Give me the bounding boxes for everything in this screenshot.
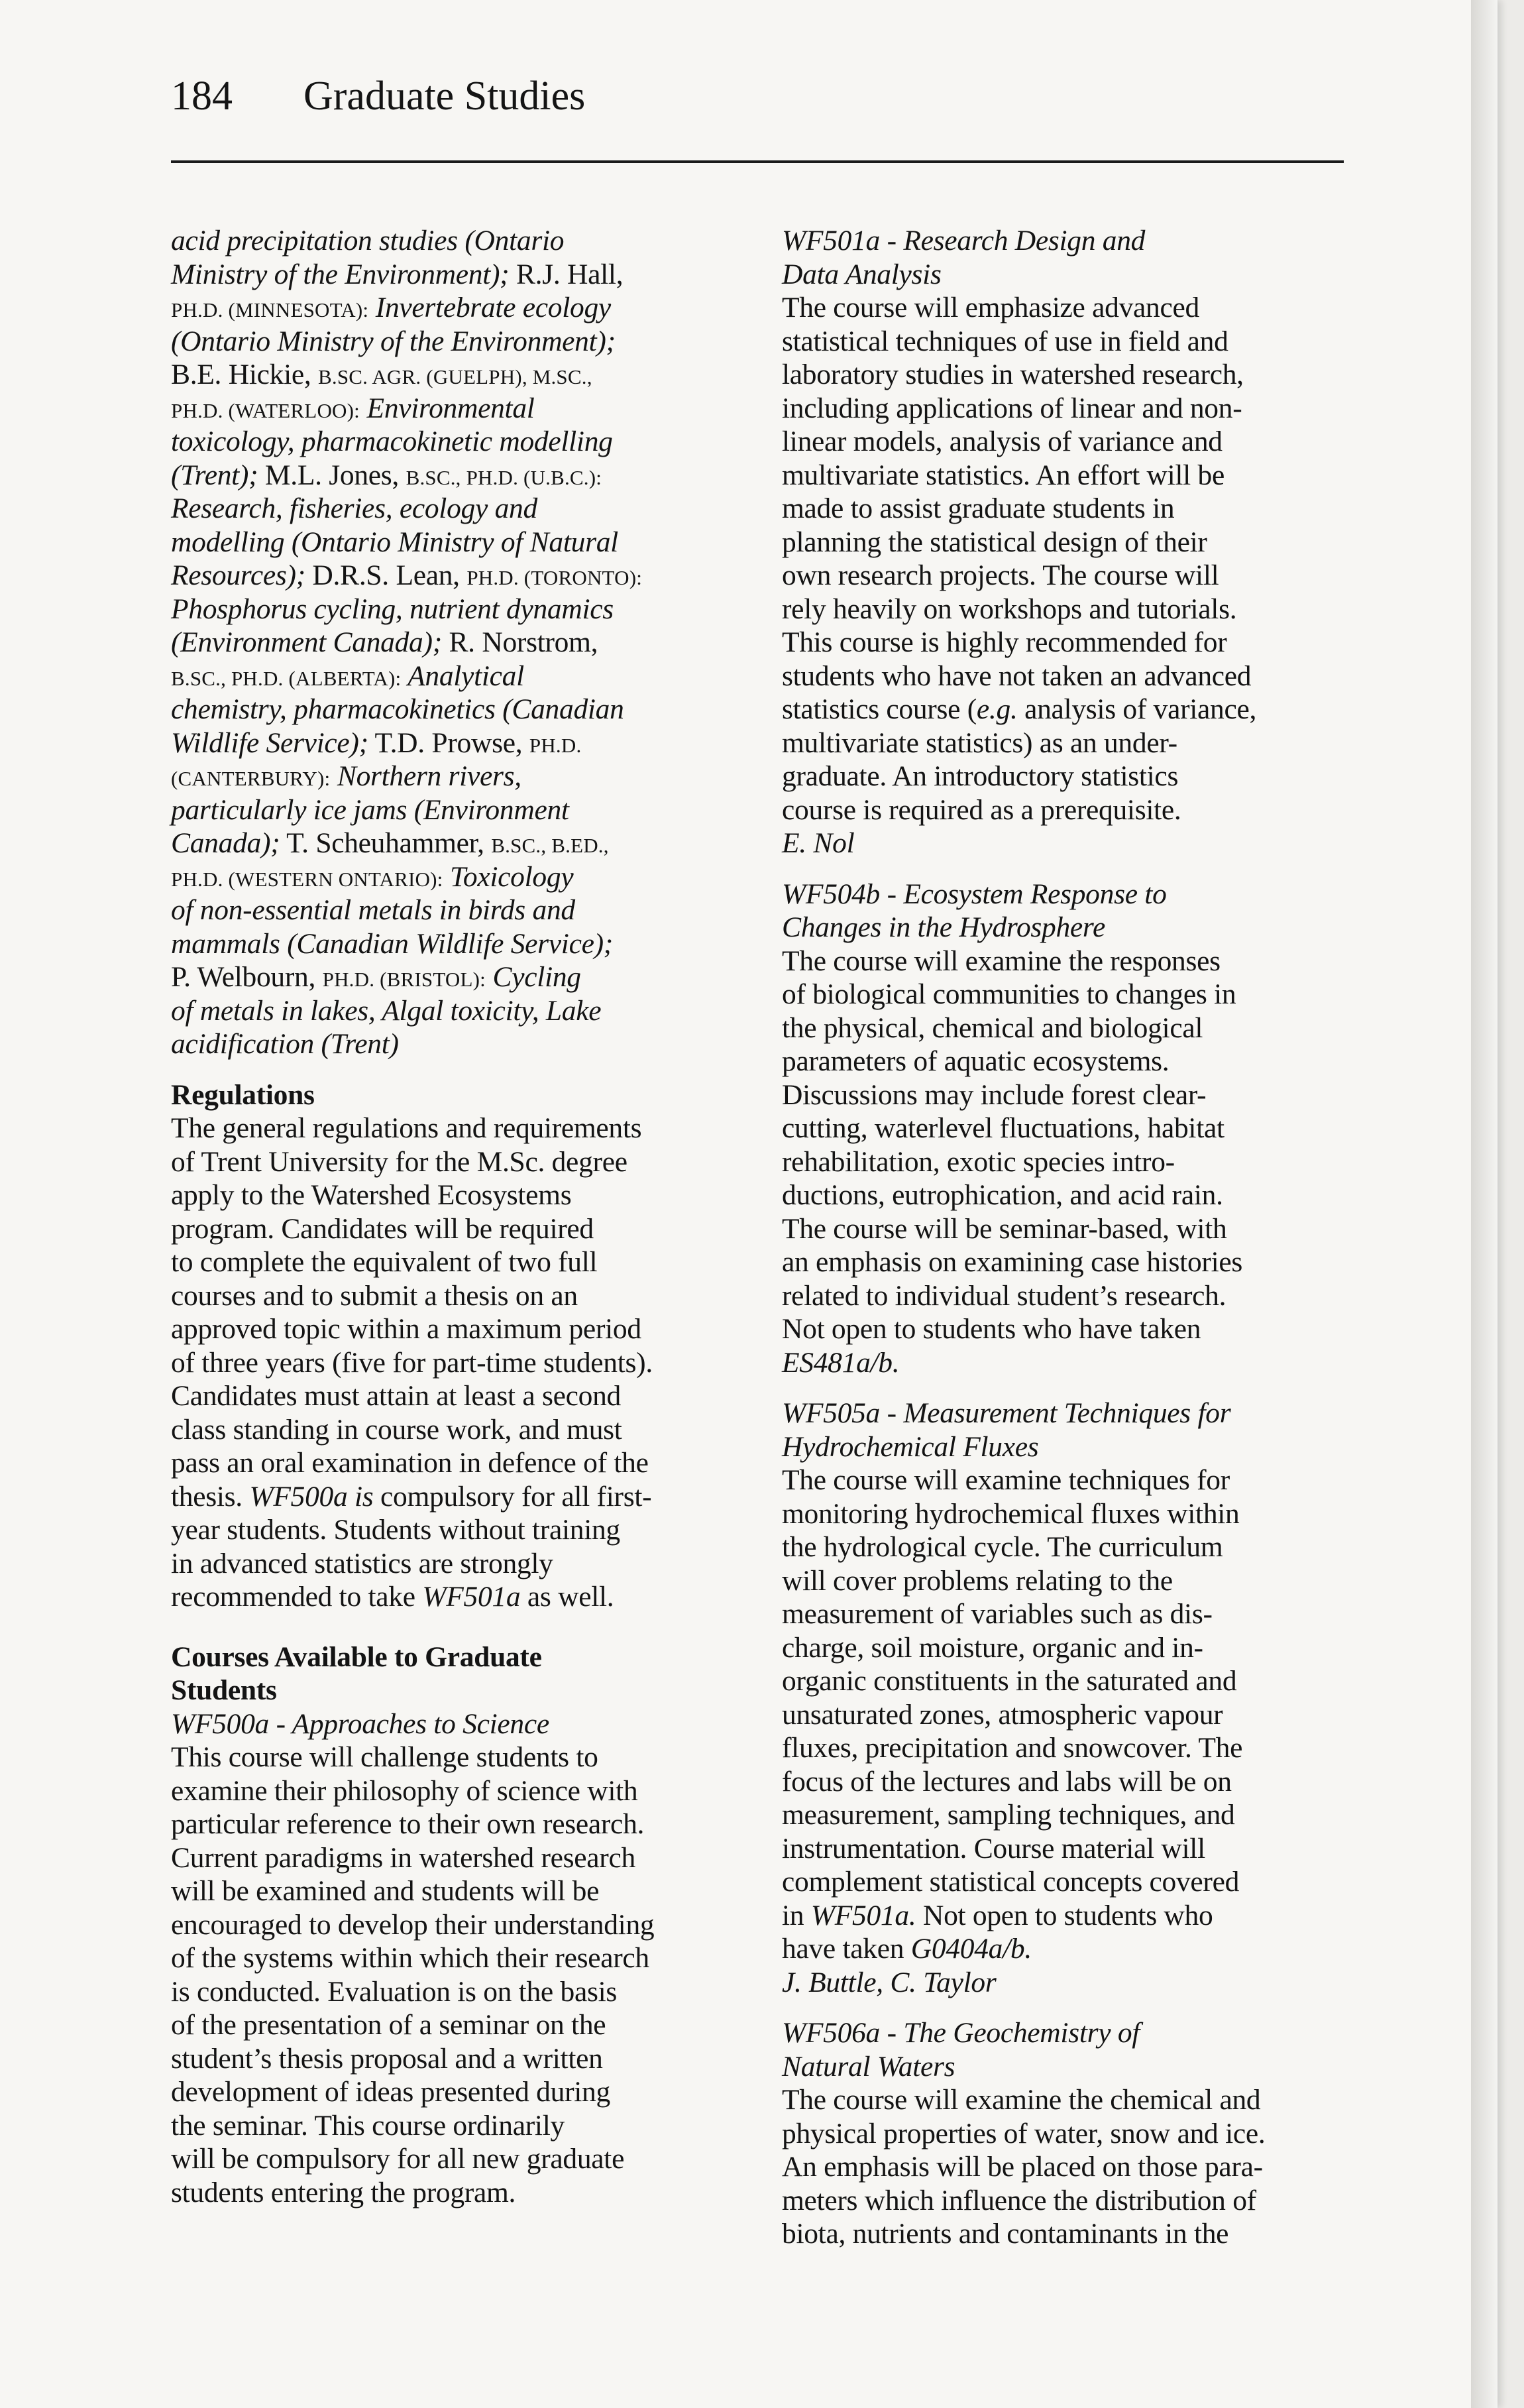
- text-line: [782, 1463, 1352, 1497]
- text-line: [171, 760, 741, 793]
- course-description: [782, 945, 1352, 1380]
- text-run: Invertebrate ecology: [368, 292, 611, 323]
- text-run: PH.D. (MINNESOTA):: [171, 298, 369, 321]
- text-line: [171, 1145, 741, 1179]
- text-run: approved topic within a maximum period: [171, 1313, 641, 1345]
- text-run: to complete the equivalent of two full: [171, 1246, 598, 1278]
- text-run: B.E. Hickie,: [171, 359, 319, 390]
- text-run: fluxes, precipitation and snowcover. The: [782, 1732, 1243, 1764]
- text-run: as well.: [520, 1581, 614, 1613]
- text-line: [782, 1011, 1352, 1045]
- section-heading: Courses Available to Graduate: [171, 1640, 542, 1673]
- text-line: [782, 358, 1352, 392]
- text-run: acid precipitation studies (Ontario: [171, 225, 565, 257]
- text-run: Not open to students who have taken: [782, 1313, 1201, 1345]
- text-run: of non-essential metals in birds and: [171, 894, 575, 926]
- text-run: course is required as a prerequisite.: [782, 793, 1181, 826]
- text-run: WF500a is: [249, 1480, 374, 1513]
- text-run: rehabilitation, exotic species intro-: [782, 1145, 1175, 1178]
- text-run: Current paradigms in watershed research: [171, 1841, 635, 1874]
- text-line: [171, 593, 741, 626]
- course-entry: [782, 2016, 1352, 2251]
- text-run: of metals in lakes, Algal toxicity, Lake: [171, 994, 602, 1027]
- text-run: Not open to students who: [916, 1899, 1213, 1931]
- text-line: [171, 1547, 741, 1581]
- text-line: [171, 1841, 741, 1875]
- text-line: [782, 1564, 1352, 1598]
- text-line: [782, 1631, 1352, 1665]
- text-line: [171, 2142, 741, 2176]
- text-run: T. Scheuhammer,: [280, 827, 492, 859]
- text-line: [171, 1279, 741, 1313]
- text-run: modelling (Ontario Ministry of Natural: [171, 526, 618, 558]
- text-run: program. Candidates will be required: [171, 1212, 594, 1245]
- text-line: [171, 860, 741, 894]
- text-line: [171, 994, 741, 1028]
- text-line: [171, 1480, 741, 1514]
- text-run: ES481a/b.: [782, 1346, 900, 1379]
- course-title: WF506a - The Geochemistry of: [782, 2017, 1140, 2049]
- text-run: PH.D. (BRISTOL):: [322, 968, 486, 991]
- course-description: [782, 2083, 1352, 2251]
- page-number: 184: [171, 74, 233, 119]
- text-line: [782, 1899, 1352, 1933]
- text-run: measurement, sampling techniques, and: [782, 1799, 1235, 1831]
- text-run: the physical, chemical and biological: [782, 1011, 1203, 1044]
- text-run: This course is highly recommended for: [782, 626, 1227, 658]
- text-run: parameters of aquatic ecosystems.: [782, 1045, 1170, 1077]
- course-instructors: E. Nol: [782, 827, 855, 859]
- text-run: pass an oral examination in defence of the: [171, 1447, 649, 1479]
- text-run: B.SC. AGR. (GUELPH), M.SC.,: [318, 365, 592, 388]
- text-line: [171, 960, 741, 994]
- text-run: This course will challenge students to: [171, 1741, 598, 1773]
- text-line: [171, 1874, 741, 1908]
- course-description: [782, 291, 1352, 827]
- text-run: particular reference to their own research.: [171, 1808, 645, 1840]
- text-line: [171, 392, 741, 426]
- text-run: (Ontario Ministry of the Environment);: [171, 325, 616, 357]
- text-line: [171, 1027, 741, 1061]
- text-line: [782, 1765, 1352, 1799]
- text-line: [171, 1379, 741, 1413]
- text-run: acidification (Trent): [171, 1028, 399, 1060]
- page-header: [171, 66, 1350, 126]
- text-line: [782, 1832, 1352, 1866]
- text-run: WF501a: [422, 1581, 521, 1613]
- text-run: the seminar. This course ordinarily: [171, 2109, 565, 2142]
- text-run: Ministry of the Environment);: [171, 258, 510, 290]
- text-run: Candidates must attain at least a second: [171, 1380, 621, 1412]
- course-title: WF500a - Approaches to Science: [171, 1707, 549, 1740]
- text-line: [782, 945, 1352, 978]
- page-edge: [1471, 0, 1497, 2408]
- text-run: will be compulsory for all new graduate: [171, 2143, 625, 2175]
- text-line: [782, 559, 1352, 593]
- text-run: students who have not taken an advanced: [782, 659, 1252, 692]
- text-line: [782, 1279, 1352, 1313]
- text-line: [171, 492, 741, 526]
- regulations-text: [171, 1112, 741, 1614]
- text-line: [171, 425, 741, 459]
- text-run: The course will examine techniques for: [782, 1464, 1230, 1496]
- text-line: [782, 1698, 1352, 1732]
- text-run: physical properties of water, snow and ice.: [782, 2117, 1266, 2150]
- text-line: [782, 760, 1352, 793]
- text-run: have taken: [782, 1933, 911, 1965]
- section-heading: Regulations: [171, 1078, 315, 1111]
- text-run: Research, fisheries, ecology and: [171, 492, 537, 524]
- text-line: [782, 1112, 1352, 1145]
- text-run: of Trent University for the M.Sc. degree: [171, 1145, 627, 1178]
- text-run: M.L. Jones,: [258, 459, 406, 491]
- text-run: the hydrological cycle. The curriculum: [782, 1531, 1223, 1563]
- text-line: [171, 626, 741, 659]
- text-line: [782, 1045, 1352, 1078]
- text-run: students entering the program.: [171, 2176, 516, 2208]
- text-run: The general regulations and requirements: [171, 1112, 642, 1144]
- text-line: [782, 2083, 1352, 2117]
- courses-section: [171, 1640, 741, 2210]
- text-run: will cover problems relating to the: [782, 1564, 1173, 1597]
- text-line: [782, 1312, 1352, 1346]
- text-line: [171, 459, 741, 492]
- running-title: Graduate Studies: [303, 74, 586, 119]
- text-run: statistics course (: [782, 693, 977, 725]
- text-run: year students. Students without training: [171, 1514, 620, 1546]
- text-run: statistical techniques of use in field and: [782, 325, 1228, 357]
- text-line: [782, 392, 1352, 426]
- text-run: (Environment Canada);: [171, 626, 442, 658]
- text-line: [171, 726, 741, 760]
- text-run: PH.D. (WATERLOO):: [171, 398, 360, 422]
- text-run: particularly ice jams (Environment: [171, 793, 569, 826]
- course-title: WF504b - Ecosystem Response to: [782, 878, 1167, 910]
- text-run: related to individual student’s research.: [782, 1279, 1226, 1312]
- text-run: recommended to take: [171, 1581, 423, 1613]
- text-run: measurement of variables such as dis-: [782, 1598, 1213, 1630]
- text-run: organic constituents in the saturated and: [782, 1665, 1237, 1697]
- text-run: D.R.S. Lean,: [305, 559, 467, 591]
- text-line: [782, 1798, 1352, 1832]
- text-line: [171, 927, 741, 961]
- text-run: of the systems within which their research: [171, 1942, 649, 1974]
- regulations-section: [171, 1078, 741, 1614]
- text-line: [782, 726, 1352, 760]
- text-run: cutting, waterlevel fluctuations, habitat: [782, 1112, 1225, 1144]
- text-line: [171, 1413, 741, 1447]
- text-run: complement statistical concepts covered: [782, 1866, 1240, 1898]
- text-line: [782, 1178, 1352, 1212]
- text-run: focus of the lectures and labs will be on: [782, 1765, 1232, 1798]
- text-run: Resources);: [171, 559, 305, 591]
- text-line: [171, 1212, 741, 1246]
- text-run: analysis of variance,: [1017, 693, 1257, 725]
- text-run: PH.D.: [529, 733, 582, 757]
- text-run: Cycling: [485, 961, 581, 993]
- text-run: examine their philosophy of science with: [171, 1774, 638, 1807]
- text-run: compulsory for all first-: [373, 1480, 652, 1513]
- text-run: charge, soil moisture, organic and in-: [782, 1631, 1203, 1664]
- text-line: [782, 593, 1352, 626]
- text-run: G0404a/b.: [910, 1933, 1032, 1965]
- text-line: [171, 1941, 741, 1975]
- course-entry: [782, 224, 1352, 860]
- text-line: [171, 793, 741, 827]
- text-run: (CANTERBURY):: [171, 767, 331, 790]
- text-run: unsaturated zones, atmospheric vapour: [782, 1698, 1223, 1731]
- text-line: [782, 2217, 1352, 2251]
- text-line: [171, 693, 741, 726]
- text-run: P. Welbourn,: [171, 961, 323, 993]
- text-run: Phosphorus cycling, nutrient dynamics: [171, 593, 614, 625]
- text-line: [782, 1664, 1352, 1698]
- text-run: thesis.: [171, 1480, 250, 1513]
- text-run: The course will emphasize advanced: [782, 292, 1199, 323]
- text-run: Wildlife Service);: [171, 726, 368, 759]
- text-line: [171, 1513, 741, 1547]
- text-line: [171, 1908, 741, 1942]
- text-line: [171, 224, 741, 258]
- text-run: planning the statistical design of their: [782, 526, 1207, 558]
- course-title: Changes in the Hydrosphere: [782, 911, 1105, 943]
- text-line: [171, 1446, 741, 1480]
- text-run: is conducted. Evaluation is on the basis: [171, 1975, 617, 2008]
- text-run: encouraged to develop their understanding: [171, 1908, 655, 1941]
- text-run: chemistry, pharmacokinetics (Canadian: [171, 693, 624, 725]
- text-line: [782, 626, 1352, 659]
- section-heading: Students: [171, 1674, 277, 1706]
- text-run: An emphasis will be placed on those para-: [782, 2151, 1263, 2183]
- text-line: [782, 1530, 1352, 1564]
- text-run: student’s thesis proposal and a written: [171, 2042, 603, 2075]
- course-title: WF505a - Measurement Techniques for: [782, 1397, 1231, 1429]
- left-column: [171, 224, 741, 2209]
- text-line: [171, 1112, 741, 1145]
- text-run: in advanced statistics are strongly: [171, 1547, 553, 1579]
- faculty-list: [171, 224, 741, 1061]
- text-line: [782, 1597, 1352, 1631]
- text-line: [782, 978, 1352, 1011]
- text-run: made to assist graduate students in: [782, 492, 1175, 524]
- text-run: (Trent);: [171, 459, 258, 491]
- text-run: graduate. An introductory statistics: [782, 760, 1179, 792]
- text-line: [782, 1145, 1352, 1179]
- text-run: Analytical: [401, 659, 524, 692]
- text-line: [782, 492, 1352, 526]
- text-line: [782, 1731, 1352, 1765]
- text-line: [782, 1245, 1352, 1279]
- spacer: [171, 1614, 741, 1640]
- text-line: [782, 2117, 1352, 2151]
- text-run: of biological communities to changes in: [782, 978, 1236, 1010]
- text-run: R.J. Hall,: [509, 258, 624, 290]
- text-line: [782, 2184, 1352, 2218]
- text-run: courses and to submit a thesis on an: [171, 1279, 578, 1312]
- text-run: R. Norstrom,: [441, 626, 598, 658]
- text-run: will be examined and students will be: [171, 1875, 600, 1907]
- text-run: apply to the Watershed Ecosystems: [171, 1179, 572, 1211]
- text-line: [171, 2008, 741, 2042]
- course-entry: [782, 878, 1352, 1380]
- text-run: PH.D. (WESTERN ONTARIO):: [171, 867, 443, 891]
- text-run: including applications of linear and non-: [782, 392, 1242, 424]
- course-title: Natural Waters: [782, 2050, 955, 2083]
- text-line: [171, 1975, 741, 2009]
- text-run: toxicology, pharmacokinetic modelling: [171, 426, 613, 457]
- text-line: [171, 827, 741, 860]
- text-line: [171, 2042, 741, 2076]
- text-run: WF501a.: [810, 1899, 916, 1931]
- text-run: Northern rivers,: [330, 760, 521, 792]
- text-run: T.D. Prowse,: [368, 726, 529, 759]
- text-run: biota, nutrients and contaminants in the: [782, 2218, 1229, 2250]
- text-line: [171, 526, 741, 559]
- text-line: [171, 358, 741, 392]
- text-line: [171, 1580, 741, 1614]
- text-run: Discussions may include forest clear-: [782, 1078, 1207, 1111]
- course-title: WF501a - Research Design and: [782, 225, 1146, 257]
- text-run: B.SC., B.ED.,: [491, 834, 609, 857]
- text-line: [171, 325, 741, 359]
- text-run: development of ideas presented during: [171, 2076, 610, 2108]
- course-title: Data Analysis: [782, 258, 942, 290]
- text-run: The course will examine the chemical and: [782, 2084, 1261, 2116]
- text-run: class standing in course work, and must: [171, 1413, 622, 1446]
- text-line: [171, 2109, 741, 2143]
- header-rule: [171, 160, 1344, 163]
- text-line: [171, 559, 741, 593]
- text-run: Toxicology: [443, 860, 574, 893]
- text-run: multivariate statistics. An effort will be: [782, 459, 1225, 491]
- text-line: [171, 1245, 741, 1279]
- text-run: monitoring hydrochemical fluxes within: [782, 1497, 1240, 1530]
- text-run: B.SC., PH.D. (U.B.C.):: [406, 465, 602, 489]
- text-run: linear models, analysis of variance and: [782, 426, 1223, 457]
- text-line: [171, 2075, 741, 2109]
- course-entry: [782, 1397, 1352, 1999]
- text-line: [782, 526, 1352, 559]
- text-line: [782, 2150, 1352, 2184]
- text-run: own research projects. The course will: [782, 559, 1219, 591]
- text-run: ductions, eutrophication, and acid rain.: [782, 1179, 1223, 1211]
- text-line: [171, 1178, 741, 1212]
- text-run: B.SC., PH.D. (ALBERTA):: [171, 666, 402, 690]
- text-line: [171, 1774, 741, 1808]
- course-description: [782, 1463, 1352, 1966]
- text-line: [782, 459, 1352, 492]
- text-line: [782, 291, 1352, 325]
- text-run: laboratory studies in watershed research,: [782, 359, 1244, 390]
- text-line: [782, 1212, 1352, 1246]
- text-line: [171, 1741, 741, 1774]
- text-line: [171, 291, 741, 325]
- course-instructors: J. Buttle, C. Taylor: [782, 1966, 997, 1998]
- text-run: an emphasis on examining case histories: [782, 1246, 1243, 1278]
- text-run: rely heavily on workshops and tutorials.: [782, 593, 1237, 625]
- text-run: Canada);: [171, 827, 280, 859]
- text-line: [782, 425, 1352, 459]
- text-run: in: [782, 1899, 811, 1931]
- right-column: [782, 224, 1352, 2251]
- text-line: [782, 325, 1352, 359]
- text-run: of the presentation of a seminar on the: [171, 2009, 606, 2041]
- text-line: [782, 1346, 1352, 1380]
- text-run: multivariate statistics) as an under-: [782, 726, 1177, 759]
- text-line: [171, 1312, 741, 1346]
- text-line: [171, 1346, 741, 1380]
- text-run: PH.D. (TORONTO):: [466, 566, 643, 589]
- text-line: [782, 793, 1352, 827]
- text-line: [171, 659, 741, 693]
- text-line: [782, 1865, 1352, 1899]
- text-run: The course will be seminar-based, with: [782, 1212, 1227, 1245]
- text-line: [171, 258, 741, 292]
- text-line: [782, 1078, 1352, 1112]
- text-line: [171, 893, 741, 927]
- text-run: meters which influence the distribution of: [782, 2184, 1256, 2216]
- text-line: [171, 1807, 741, 1841]
- text-run: The course will examine the responses: [782, 945, 1221, 977]
- text-run: e.g.: [976, 693, 1018, 725]
- text-line: [782, 659, 1352, 693]
- text-run: instrumentation. Course material will: [782, 1832, 1205, 1864]
- text-line: [171, 2176, 741, 2210]
- text-run: of three years (five for part-time students).: [171, 1346, 653, 1379]
- text-line: [782, 1932, 1352, 1966]
- text-line: [782, 693, 1352, 726]
- text-line: [782, 1497, 1352, 1531]
- course-description: [171, 1741, 741, 2209]
- text-run: mammals (Canadian Wildlife Service);: [171, 927, 613, 960]
- course-title: Hydrochemical Fluxes: [782, 1430, 1039, 1463]
- spacer: [171, 1061, 741, 1078]
- text-run: Environmental: [359, 392, 535, 424]
